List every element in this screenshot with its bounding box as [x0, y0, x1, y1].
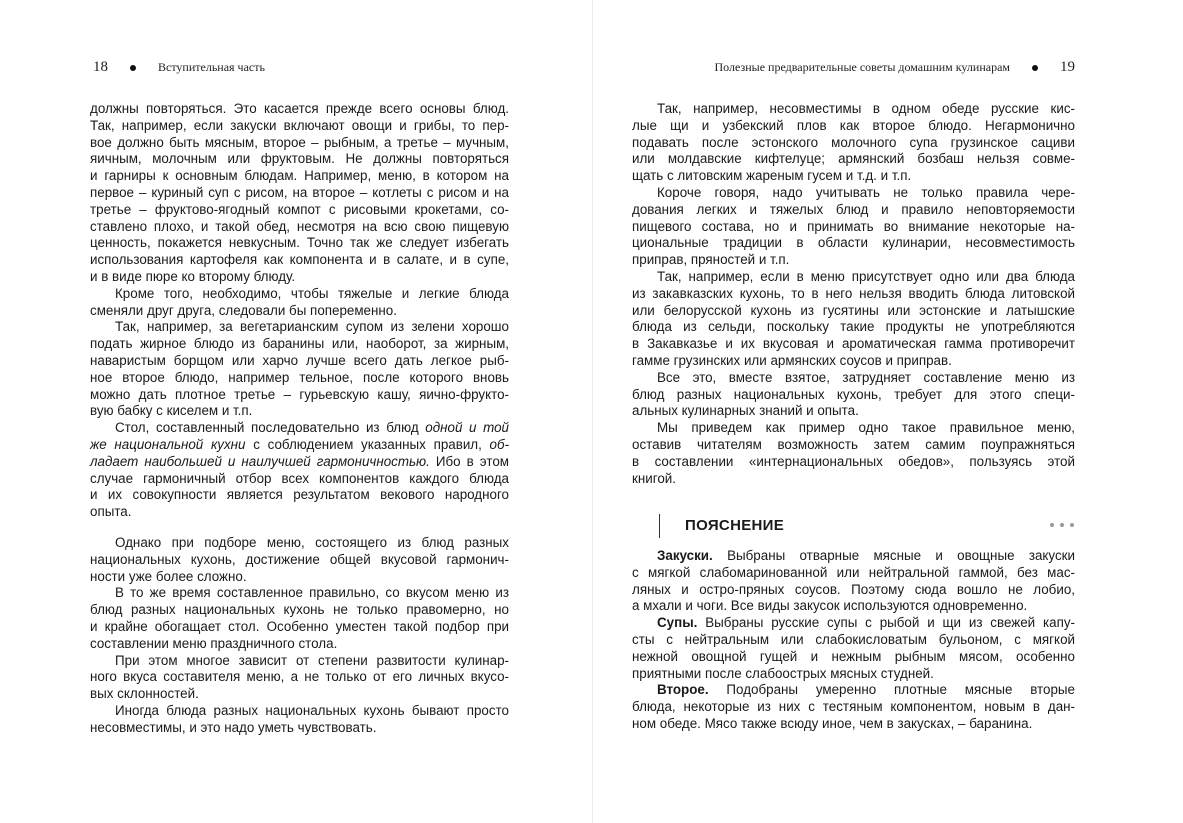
italic-emphasis: одной и той	[425, 420, 509, 436]
text-line: а мхали и чоги. Все виды закусок используются одновременно.	[632, 598, 1028, 614]
text-line: блюда, некоторые из них с тестяным компонентом, новым в дан-	[632, 699, 1075, 715]
text-line: Короче говоря, надо учитывать не только правила чере-	[657, 184, 1075, 200]
section-heading-title: ПОЯСНЕНИЕ	[685, 517, 785, 534]
text-line	[90, 420, 509, 437]
text-line: Все это, вместе взятое, затрудняет составление меню из	[657, 369, 1075, 385]
running-head-title: Вступительная часть	[158, 60, 265, 74]
text-line: Так, например, за вегетарианским супом из зелени хорошо	[115, 319, 509, 335]
bold-lead-in: Супы.	[657, 615, 698, 631]
text-line: и их совокупности является результатом векового народного	[90, 487, 509, 503]
text-line: циональные традиции в области кулинарии, несовместимость	[632, 235, 1075, 251]
text-line: и гарниры к основным блюдам. Например, меню, в котором на	[90, 168, 509, 184]
text-line: В то же время составленное правильно, со вкусом меню из	[115, 585, 509, 601]
paragraph	[90, 420, 509, 521]
text-line: национальных кухонь, достижение общей вкусовой гармонич-	[90, 551, 509, 567]
text-line: можно дать плотное третье – гурьевскую кашу, яично-фрукто-	[90, 386, 509, 402]
text-line: из закавказских кухонь, то в него нельзя вводить блюда литовской	[632, 285, 1075, 301]
text-line: вых склонностей.	[90, 686, 199, 702]
page-gutter	[592, 0, 593, 823]
text-line: Так, например, несовместимы в одном обеде русские кис-	[657, 101, 1075, 116]
text-line: блюд разных национальных кухонь, требует для этого специ-	[632, 386, 1075, 402]
text-line	[90, 454, 509, 471]
text-line: сменяли друг друга, следовали бы попеременно.	[90, 302, 397, 318]
paragraph	[632, 682, 1075, 732]
text-line: При этом многое зависит от степени развитости кулинар-	[115, 652, 509, 668]
text-line: несовместимы, и это надо уметь чувствовать.	[90, 719, 377, 735]
paragraph	[632, 185, 1075, 269]
paragraph	[90, 703, 509, 737]
text-line: Так, например, если в меню присутствует одно или два блюда	[657, 268, 1075, 284]
text-line: гамме грузинских или армянских соусов и приправ.	[632, 352, 952, 368]
paragraph	[90, 101, 509, 286]
text-segment: Выбраны русские супы с рыбой и щи из свежей капу-	[697, 615, 1075, 631]
section-heading	[659, 514, 1076, 538]
text-line: ного вкуса составителя меню, а не только от его личных вкусо-	[90, 669, 509, 685]
text-line: ценность, покажется невкусным. Точно так же следует избегать	[90, 235, 509, 251]
text-line: приятными после слабоострых мясных студней.	[632, 665, 934, 681]
italic-emphasis: ладает наибольшей и наилучшей гармоничностью.	[90, 453, 430, 469]
text-line: случае гармоничный отбор всех компонентов каждого блюда	[90, 470, 509, 486]
paragraph	[90, 653, 509, 703]
right-text-block-1	[632, 101, 1075, 487]
text-line: Так, например, если закуски включают овощи и грибы, то пер-	[90, 117, 509, 133]
ellipsis-ornament-icon	[1050, 523, 1074, 527]
text-line	[632, 682, 1075, 699]
paragraph	[632, 101, 1075, 185]
text-line: ляных и остро-пряных соусов. Поэтому сюда вошло не лобио,	[632, 581, 1075, 597]
text-line: ставлено плохо, и такой обед, несмотря на всю свою пищевую	[90, 218, 509, 234]
text-line: опыта.	[90, 504, 132, 520]
text-line: Кроме того, необходимо, чтобы тяжелые и легкие блюда	[115, 285, 509, 301]
paragraph	[90, 286, 509, 320]
paragraph	[632, 370, 1075, 420]
text-line: подать жирное блюдо из баранины или, наоборот, за жирным,	[90, 336, 509, 352]
text-line: щать с литовским жареным гусем и т.д. и т.п.	[632, 168, 912, 184]
paragraph	[632, 420, 1075, 487]
text-line: приправ, пряностей и т.п.	[632, 252, 790, 268]
text-line: с мягкой слабомаринованной или нейтральной гаммой, без мас-	[632, 564, 1075, 580]
text-line: в Закавказье и их вкусовая и ароматическая гамма противоречит	[632, 336, 1075, 352]
text-line: блюд разных национальных кухонь не только правомерно, но	[90, 602, 509, 618]
paragraph	[90, 319, 509, 420]
text-line: ности уже более сложно.	[90, 568, 247, 584]
paragraph	[632, 615, 1075, 682]
text-line: яичным, молочным или фруктовым. Не должны повторяться	[90, 151, 509, 167]
text-line: и крайне обогащает стол. Особенно уместен такой подбор при	[90, 618, 509, 634]
text-line: наваристым борщом или харчо лучше всего дать легкое рыб-	[90, 352, 509, 368]
text-line: Мы приведем как пример одно такое правильное меню,	[657, 420, 1075, 436]
italic-emphasis: об-	[489, 436, 509, 452]
bold-lead-in: Второе.	[657, 682, 709, 698]
text-line: сты с нейтральным или слабокисловатым бульоном, с мягкой	[632, 631, 1075, 647]
paragraph	[90, 535, 509, 585]
text-line: оставив читателям возможность затем самим поупражняться	[632, 436, 1075, 452]
text-segment: с соблюдением указанных правил,	[245, 436, 490, 452]
right-text-block-2	[632, 548, 1075, 733]
left-text-block-1	[90, 101, 509, 521]
text-line: должны повторяться. Это касается прежде всего основы блюд.	[90, 101, 509, 116]
paragraph	[90, 585, 509, 652]
text-line: книгой.	[632, 470, 676, 486]
text-line: использования картофеля как компонента и в салате, и в супе,	[90, 252, 509, 268]
text-line: Однако при подборе меню, состоящего из блюд разных	[115, 535, 509, 550]
text-line: вое должно быть мясным, второе – рыбным, а третье – мучным,	[90, 134, 509, 150]
italic-emphasis: же национальной кухни	[90, 436, 246, 452]
page-number: 19	[1060, 59, 1075, 75]
text-line	[90, 437, 509, 454]
bullet-icon	[1032, 65, 1038, 71]
text-line: блюда из сельди, поскольку такие продукты не употребляются	[632, 319, 1075, 335]
text-line: Иногда блюда разных национальных кухонь бывают просто	[115, 702, 509, 718]
text-line: дования легких и тяжелых блюд и правило неповторяемости	[632, 201, 1075, 217]
text-line: вую бабку с киселем и т.п.	[90, 403, 253, 419]
text-line: подавать после эстонского молочного супа грузинское сациви	[632, 134, 1075, 150]
text-line: или белорусской кухонь из гусятины или эстонские и латышские	[632, 302, 1075, 318]
text-line: первое – куриный суп с рисом, на второе – котлеты с рисом и на	[90, 184, 509, 200]
text-line: третье – фруктово-ягодный компот с рисовыми крокетами, со-	[90, 201, 509, 217]
text-line: ное второе блюдо, например тельное, после которого вновь	[90, 369, 509, 385]
text-line: альных кулинарных знаний и опыта.	[632, 403, 859, 419]
text-line: или молдавские кифтелуце; армянский бозбаш нельзя совме-	[632, 151, 1075, 167]
bold-lead-in: Закуски.	[657, 548, 713, 563]
text-line: пищевого состава, но и принимать во внимание некоторые на-	[632, 218, 1075, 234]
left-text-block-2	[90, 535, 509, 737]
text-line	[632, 615, 1075, 632]
text-segment: Ибо в этом	[429, 453, 509, 469]
page-number: 18	[93, 59, 108, 75]
text-line: в составлении «интернациональных обедов», пользуясь этой	[632, 453, 1075, 469]
text-segment: Выбраны отварные мясные и овощные закуски	[712, 548, 1075, 563]
paragraph	[632, 548, 1075, 615]
text-line	[632, 548, 1075, 565]
text-segment: Стол, составленный последовательно из блюд	[115, 420, 426, 436]
text-line: составлении меню праздничного стола.	[90, 635, 338, 651]
text-line: ном обеде. Мясо также всюду иное, чем в закусках, – баранина.	[632, 715, 1033, 731]
text-line: лые щи и узбекский плов как второе блюдо. Негармонично	[632, 117, 1075, 133]
running-head-title: Полезные предварительные советы домашним кулинарам	[714, 60, 1010, 74]
paragraph	[632, 269, 1075, 370]
text-line: нежной овощной гущей и нежным рыбным мясом, особенно	[632, 648, 1075, 664]
text-segment: Подобраны умеренно плотные мясные вторые	[708, 682, 1075, 698]
bullet-icon	[130, 65, 136, 71]
left-running-head	[93, 59, 265, 76]
text-line: и в виде пюре ко второму блюду.	[90, 268, 296, 284]
right-running-head	[715, 59, 1075, 76]
